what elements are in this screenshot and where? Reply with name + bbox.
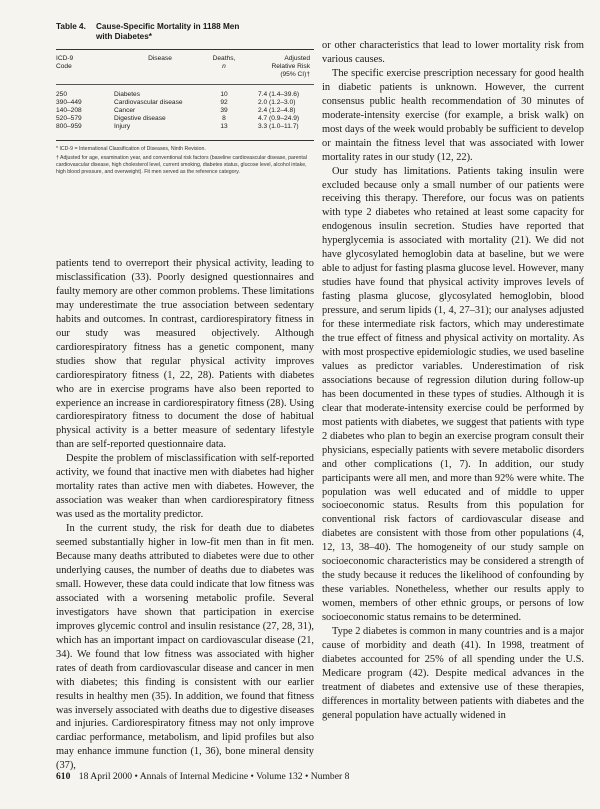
header-code: ICD-9 Code bbox=[56, 50, 114, 84]
cell-relative-risk: 2.4 (1.2–4.8) bbox=[258, 107, 296, 115]
table-body bbox=[56, 84, 314, 136]
cell-deaths: 39 bbox=[220, 107, 228, 115]
cell-deaths: 10 bbox=[220, 90, 228, 98]
paragraph: patients tend to overreport their physical activity, leading to misclassification (33). Poorly designed questionnaires and faulty memory are other common problems. These limitations may underestimate the true association between sedentary habits and outcomes. In contrast, cardiorespiratory fitness in our study was measured objectively. Although cardiorespiratory fitness has a genetic component, many studies show that regular physical activity improves cardiorespiratory fitness (1, 22, 28). Patients with diabetes who are in exercise programs have also been reported to experience an increase in cardiorespiratory fitness (28). Using cardiorespiratory fitness to document the dose of habitual physical activity is a better measure of sedentary lifestyle than are self-reported questionnaire data. bbox=[56, 258, 314, 451]
cell-deaths: 92 bbox=[220, 98, 228, 106]
cell-deaths: 13 bbox=[220, 123, 228, 131]
table-title-line2: with Diabetes* bbox=[96, 32, 152, 41]
paragraph: or other characteristics that lead to lower mortality risk from various causes. bbox=[322, 40, 584, 65]
table-frame bbox=[56, 49, 314, 141]
paragraph: Our study has limitations. Patients taking insulin were excluded because only a small number of our patients were receiving this therapy. Therefore, our focus was on patients with type 2 diabetes who retained at least some capacity for endogenous insulin secretion. Studies have reported that hyperglycemia is associated with mortality (21). We did not have glycosylated hemoglobin data at baseline, but we were able to adjust for fasting plasma glucose level. However, many studies have found that physical activity improves levels of fasting plasma glucose, glycosylated hemoglobin, blood pressure, and serum lipids (1, 4, 27–31); our analyses adjusted for these intermediate risk factors, which may underestimate the true effect of fitness and physical activity on mortality. As with most prospective epidemiologic studies, we used baseline values as predictor variables. Underestimation of risk associations because of regression dilution during follow-up has been documented in these types of studies. Although it is clear that moderate-intensity exercise could be performed by most patients with diabetes, we suggest that patients with type 2 diabetes who plan to begin an exercise program consult their physicians, especially patients with severe metabolic disorders and other complications (1, 7). In addition, our study participants were all men, and more than 92% were white. The population was well educated and of middle to upper socioeconomic status. Results from this population for conventional risk factors of cardiovascular disease and diabetes are consistent with those from other populations (4, 12, 13, 38–40). The homogeneity of our study sample on socioeconomic characteristics may be considered a strength of the study because it reduces the likelihood of confounding by these variables. Nonetheless, whether our results apply to women, members of other ethnic groups, or persons of low socioeconomic status remains to be determined. bbox=[322, 165, 584, 624]
table-row bbox=[56, 107, 314, 115]
footnote-abbrev: * ICD-9 = International Classification of Diseases, Ninth Revision. bbox=[56, 145, 206, 152]
cell-code: 800–959 bbox=[56, 123, 82, 131]
table-4 bbox=[56, 22, 314, 178]
journal-citation: 18 April 2000 • Annals of Internal Medicine • Volume 132 • Number 8 bbox=[78, 771, 350, 782]
table-row bbox=[56, 99, 314, 107]
cell-deaths: 8 bbox=[222, 115, 226, 123]
cell-code: 520–579 bbox=[56, 115, 82, 123]
left-column-text bbox=[56, 257, 314, 773]
cell-relative-risk: 4.7 (0.9–24.9) bbox=[258, 115, 300, 123]
cell-relative-risk: 7.4 (1.4–39.6) bbox=[258, 90, 300, 98]
paragraph: In the current study, the risk for death due to diabetes seemed substantially higher in low-fit men than in fit men. Because many deaths attributed to diabetes were due to other underlying causes, the number of deaths due to diabetes was small. However, these data could indicate that low fitness was associated with a worsening metabolic profile. Several investigators have shown that participation in exercise improves glycemic control and insulin resistance (27, 28, 31), which has an important impact on cardiovascular disease (21, 34). We found that low fitness was associated with higher rates of death from cardiovascular disease and cancer in men with diabetes; this finding is consistent with our earlier results in healthy men (35). In addition, we found that fitness was inversely associated with deaths due to digestive diseases and injuries. Cardiorespiratory fitness may not only improve cardiac performance, metabolism, and lipid profiles but also may enhance immune function (1, 36), bone mineral density (37), bbox=[56, 523, 314, 772]
table-row bbox=[56, 84, 314, 99]
cell-disease: Diabetes bbox=[114, 90, 141, 98]
mortality-table bbox=[56, 50, 314, 136]
paragraph: The specific exercise prescription necessary for good health in diabetic patients is unknown. However, the current consensus public health recommendation of 30 minutes of moderate-intensity exercise (for example, a brisk walk) on most days of the week would probably be sufficient to develop or maintain the fitness level that was associated with lower mortality rates in our study (12, 22). bbox=[322, 67, 584, 163]
table-row bbox=[56, 123, 314, 135]
footnote-adjusted: † Adjusted for age, examination year, and conventional risk factors (baseline cardiovascular disease, parental cardiovascular disease, high cholesterol level, current smoking, diabetes status, glucose level, alcohol intake, high blood pressure, and overweight). Fit men served as the reference category. bbox=[56, 154, 307, 176]
header-deaths: Deaths, n bbox=[206, 50, 242, 84]
cell-code: 390–449 bbox=[56, 98, 82, 106]
cell-disease: Cancer bbox=[114, 107, 136, 115]
page-number: 610 bbox=[56, 771, 71, 782]
cell-code: 250 bbox=[56, 90, 68, 98]
table-row bbox=[56, 115, 314, 123]
cell-disease: Cardiovascular disease bbox=[114, 98, 183, 106]
header-relative-risk: Adjusted Relative Risk (95% CI)† bbox=[242, 50, 314, 84]
paragraph: Despite the problem of misclassification with self-reported activity, we found that inactive men with diabetes had higher mortality rates than active men with diabetes. However, the association was weaker than when cardiorespiratory fitness was used as the mortality predictor. bbox=[56, 453, 314, 521]
cell-disease: Injury bbox=[114, 123, 131, 131]
cell-relative-risk: 2.0 (1.2–3.0) bbox=[258, 98, 296, 106]
cell-relative-risk: 3.3 (1.0–11.7) bbox=[258, 123, 299, 131]
table-caption bbox=[56, 22, 314, 49]
header-disease: Disease bbox=[114, 50, 206, 84]
cell-disease: Digestive disease bbox=[114, 115, 166, 123]
table-footnotes bbox=[56, 141, 314, 177]
table-header-row bbox=[56, 50, 314, 84]
table-title-line1: Cause-Specific Mortality in 1188 Men bbox=[96, 22, 240, 31]
table-number: Table 4. bbox=[56, 22, 86, 31]
cell-code: 140–208 bbox=[56, 107, 82, 115]
paragraph: Type 2 diabetes is common in many countries and is a major cause of morbidity and death (41). In 1998, treatment of diabetes accounted for 25% of all spending under the U.S. Medicare program (42). Despite medical advances in the treatment of diabetes and extensive use of these therapies, differences in mortality between patients with diabetes and the general population have actually widened in bbox=[322, 626, 584, 721]
page-footer bbox=[56, 771, 556, 783]
right-column-text bbox=[322, 39, 584, 723]
